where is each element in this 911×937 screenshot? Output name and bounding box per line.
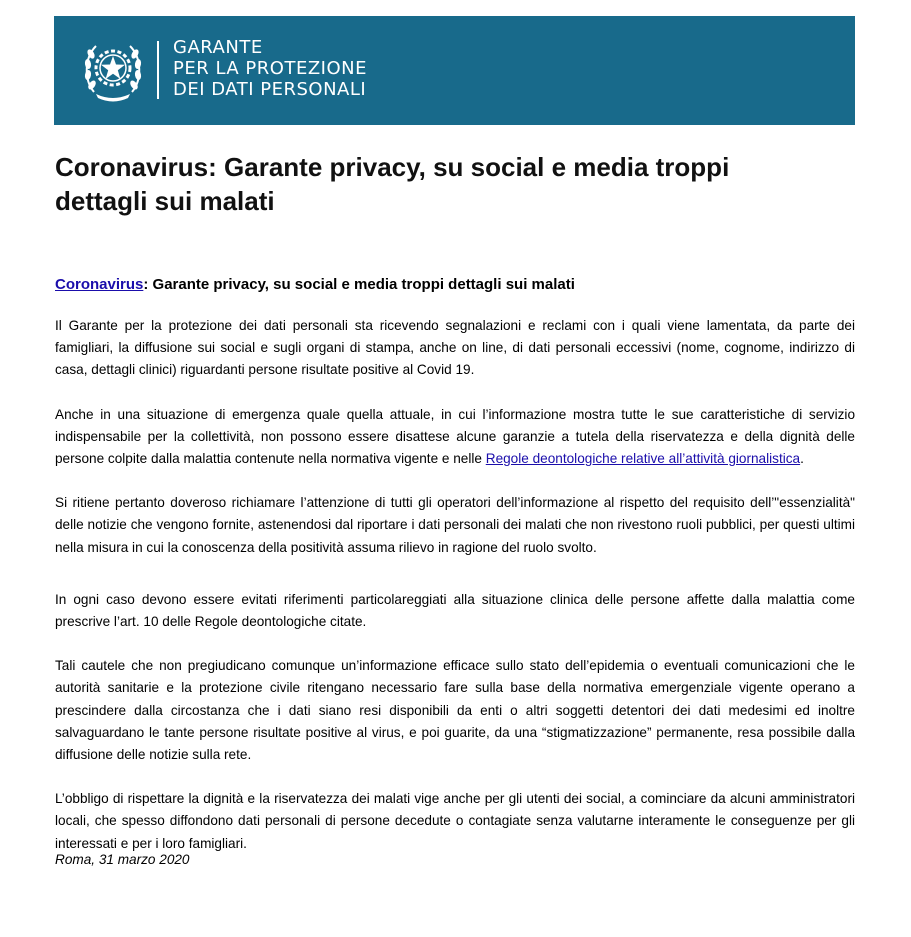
- subtitle-text: : Garante privacy, su social e media troppi dettagli sui malati: [143, 276, 575, 293]
- republic-emblem-icon: [82, 34, 144, 104]
- paragraph-6: L’obbligo di rispettare la dignità e la riservatezza dei malati vige anche per gli utenti dei social, a cominciare da alcuni amministratori locali, che spesso diffondono dati personali di persone decedute o contagiate senza valutarne interamente le conseguenze per gli interessati e per i loro famigliari.: [55, 791, 855, 851]
- brand-name[interactable]: [173, 37, 367, 100]
- brand-line-3: DEI DATI PERSONALI: [173, 79, 367, 100]
- page-title: Coronavirus: Garante privacy, su social e media troppi dettagli sui malati: [55, 152, 730, 216]
- paragraph-3: Si ritiene pertanto doveroso richiamare l’attenzione di tutti gli operatori dell’informazione al rispetto del requisito dell’"essenzialità" delle notizie che vengono fornite, astenendosi dal riportare i dati personali dei malati che non rivestono ruoli pubblici, per questi ultimi nella misura in cui la conoscenza della positività assuma rilievo in ragione del ruolo svolto.: [55, 495, 855, 555]
- date-signature: Roma, 31 marzo 2020: [55, 852, 190, 867]
- paragraph-2: [55, 404, 855, 471]
- paragraph-4: In ogni caso devono essere evitati riferimenti particolareggiati alla situazione clinica delle persone affette dalla malattia come prescrive l’art. 10 delle Regole deontologiche citate.: [55, 591, 855, 630]
- paragraph-1: Il Garante per la protezione dei dati personali sta ricevendo segnalazioni e reclami con i quali viene lamentata, da parte dei famigliari, la diffusione sui social e sugli organi di stampa, anche on line, di dati personali eccessivi (nome, cognome, indirizzo di casa, dettagli clinici) riguardanti persone risultate positive al Covid 19.: [55, 318, 855, 378]
- coronavirus-link[interactable]: Coronavirus: [55, 276, 144, 293]
- header-banner: [54, 16, 855, 125]
- paragraph-5: Tali cautele che non pregiudicano comunque un’informazione efficace sullo stato dell’epidemia o eventuali comunicazioni che le autorità sanitarie e la protezione civile ritengano necessario fare sulla base della normativa emergenziale vigente operano a prescindere dalla circostanza che i dati siano resi disponibili da enti o altri soggetti detentori dei dati medesimi ed inoltre salvaguardano le tante persone risultate positive al virus, e poi guarite, da una “stigmatizzazione” permanente, resa possibile dalla diffusione delle notizie sulla rete.: [55, 658, 855, 763]
- paragraph-2-end: .: [800, 451, 804, 467]
- regole-deontologiche-link[interactable]: Regole deontologiche relative all’attività giornalistica: [485, 451, 801, 467]
- paragraph-2-text: Anche in una situazione di emergenza quale quella attuale, in cui l’informazione mostra tutte le sue caratteristiche di servizio indispensabile per la collettività, non possono essere disattese alcune garanzie a tutela della riservatezza e della dignità delle persone colpite dalla malattia contenute nella normativa vigente e nelle: [55, 406, 855, 467]
- article-subtitle: [55, 274, 575, 296]
- brand-line-1: GARANTE: [173, 37, 263, 58]
- brand-line-2: PER LA PROTEZIONE: [173, 58, 367, 79]
- article-body: [55, 315, 855, 877]
- banner-divider: [157, 41, 159, 99]
